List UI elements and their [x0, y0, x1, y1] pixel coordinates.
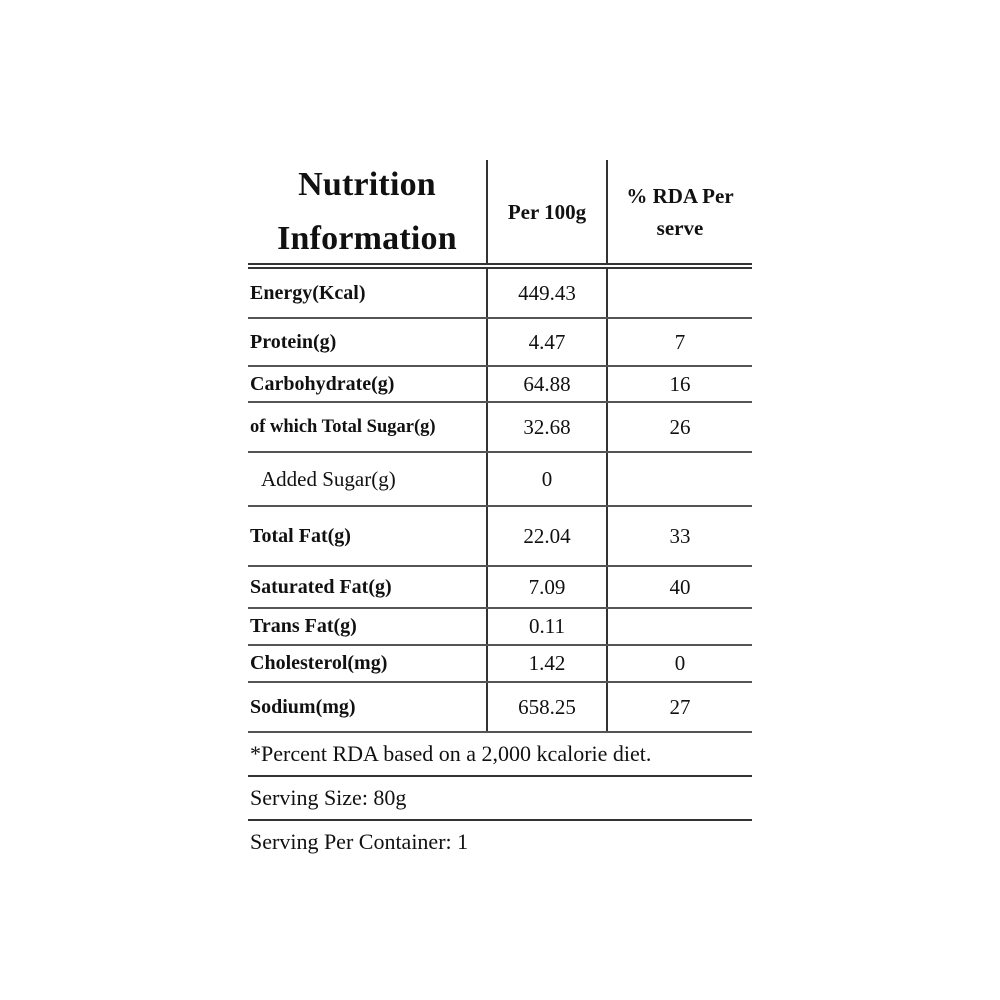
nutrient-name: Carbohydrate(g) — [250, 372, 395, 395]
nutrient-name: Cholesterol(mg) — [250, 652, 388, 674]
nutrient-name: Total Fat(g) — [250, 524, 351, 547]
table-row — [248, 683, 752, 733]
nutrient-name: Energy(Kcal) — [250, 281, 366, 304]
servings-per-container: Serving Per Container: 1 — [250, 829, 469, 854]
per-100g-value: 7.09 — [486, 567, 606, 607]
table-row — [248, 567, 752, 609]
table-header-row — [248, 160, 752, 263]
table-row — [248, 646, 752, 683]
table-row — [248, 319, 752, 367]
title-cell — [248, 160, 486, 263]
nutrition-panel — [248, 160, 752, 863]
rda-value: 7 — [606, 319, 752, 365]
per-100g-value: 449.43 — [486, 269, 606, 317]
nutrient-name: of which Total Sugar(g) — [250, 416, 436, 437]
table-row — [248, 453, 752, 507]
rda-value — [606, 269, 752, 317]
nutrient-name: Protein(g) — [250, 330, 337, 353]
per-100g-value: 1.42 — [486, 646, 606, 681]
title-line-2: Information — [277, 219, 457, 257]
rda-value — [606, 453, 752, 505]
nutrient-name: Added Sugar(g) — [261, 466, 396, 491]
rda-header-line-2: serve — [656, 216, 704, 240]
per-100g-value: 0.11 — [486, 609, 606, 644]
table-row — [248, 367, 752, 403]
nutrient-name: Saturated Fat(g) — [250, 575, 392, 598]
per-100g-value: 32.68 — [486, 403, 606, 451]
table-row — [248, 403, 752, 453]
column-header-per-100g: Per 100g — [486, 160, 606, 263]
per-100g-value: 64.88 — [486, 367, 606, 401]
rda-header-line-1: % RDA Per — [626, 184, 734, 208]
title-line-1: Nutrition — [298, 165, 436, 203]
serving-size: Serving Size: 80g — [248, 777, 752, 821]
nutrient-name: Trans Fat(g) — [250, 615, 357, 637]
per-100g-value: 658.25 — [486, 683, 606, 731]
rda-value: 16 — [606, 367, 752, 401]
nutrient-name: Sodium(mg) — [250, 695, 356, 718]
table-row — [248, 507, 752, 567]
rda-value: 26 — [606, 403, 752, 451]
rda-value — [606, 609, 752, 644]
rda-value: 40 — [606, 567, 752, 607]
per-100g-value: 4.47 — [486, 319, 606, 365]
per-100g-value: 0 — [486, 453, 606, 505]
rda-footnote: *Percent RDA based on a 2,000 kcalorie diet. — [248, 733, 752, 777]
table-row — [248, 609, 752, 646]
nutrition-table — [248, 160, 752, 863]
table-row — [248, 269, 752, 319]
rda-value: 0 — [606, 646, 752, 681]
rda-value: 27 — [606, 683, 752, 731]
column-header-rda — [606, 160, 752, 263]
rda-value: 33 — [606, 507, 752, 565]
per-100g-value: 22.04 — [486, 507, 606, 565]
